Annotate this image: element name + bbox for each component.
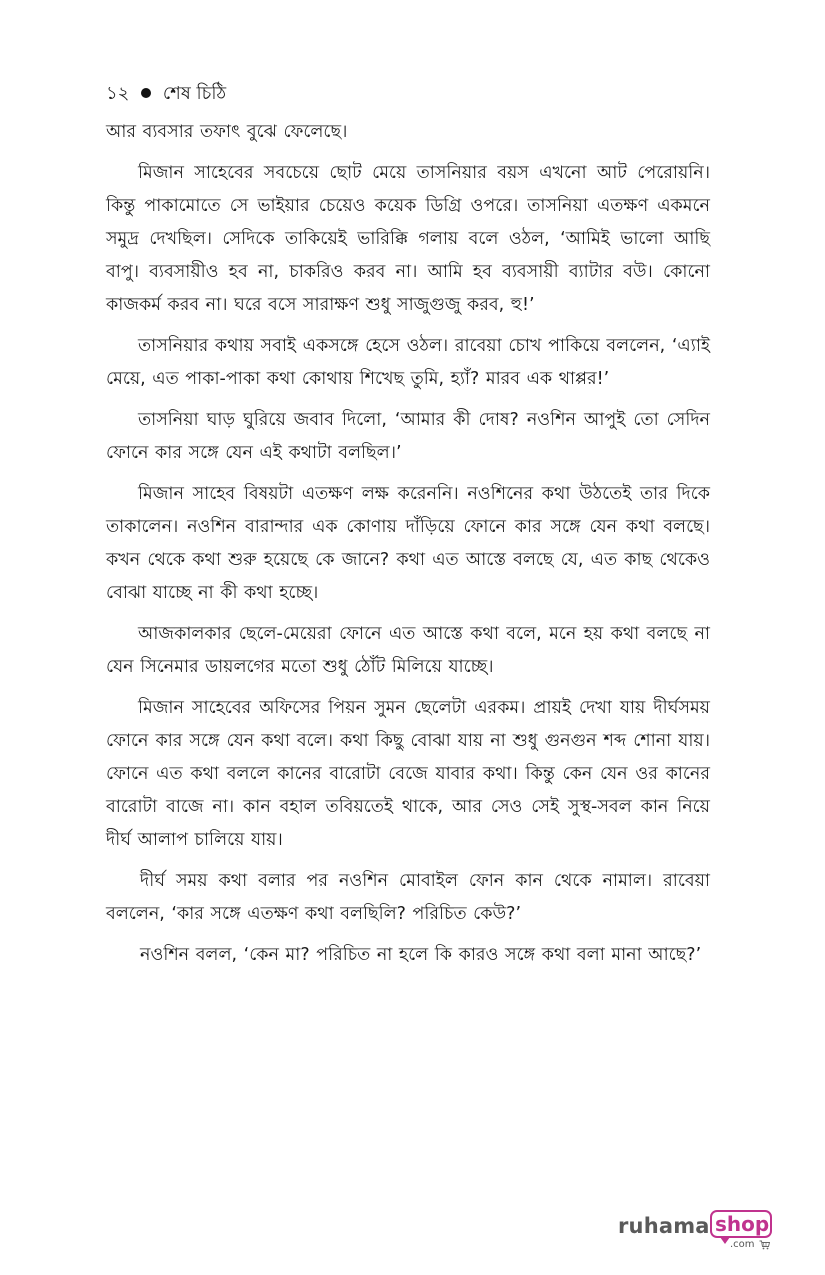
paragraph: মিজান সাহেবের অফিসের পিয়ন সুমন ছেলেটা এরকম। প্রায়ই দেখা যায় দীর্ঘসময় ফোনে কার সঙ্গে যেন কথা বলে। কথা কিছু বোঝা যায় না শুধু গুনগুন শব্দ শোনা যায়। ফোনে এত কথা বললে কানের বারোটা বেজে যাবার কথা। কিন্তু কেন যেন ওর কানের বারোটা বাজে না। কান বহাল তবিয়তেই থাকে, আর সেও সেই সুস্থ-সবল কান নিয়ে দীর্ঘ আলাপ চালিয়ে যায়।	[106, 698, 710, 850]
ruhamashop-watermark-logo	[618, 1210, 778, 1256]
paragraph-continuation: আর ব্যবসার তফাৎ বুঝে ফেলেছে।	[106, 122, 348, 142]
book-title: শেষ চিঠি	[162, 83, 227, 104]
paragraph: তাসনিয়া ঘাড় ঘুরিয়ে জবাব দিলো, ‘আমার কী দোষ? নওশিন আপুই তো সেদিন ফোনে কার সঙ্গে যেন এই কথাটা বলছিল।’	[106, 410, 710, 463]
paragraph: মিজান সাহেবের সবচেয়ে ছোট মেয়ে তাসনিয়ার বয়স এখনো আট পেরোয়নি। কিন্তু পাকামোতে সে ভাইয়ার চেয়েও কয়েক ডিগ্রি ওপরে। তাসনিয়া এতক্ষণ একমনে সমুদ্র দেখছিল। সেদিকে তাকিয়েই ভারিক্কি গলায় বলে ওঠল, ‘আমিই ভালো আছি বাপু। ব্যবসায়ীও হব না, চাকরিও করব না। আমি হব ব্যবসায়ী ব্যাটার বউ। কোনো কাজকর্ম করব না। ঘরে বসে সারাক্ষণ শুধু সাজুগুজু করব, হু!’	[106, 163, 710, 315]
watermark-brand-shop: shop	[715, 1212, 770, 1236]
page-number: ১২	[106, 83, 130, 104]
paragraph: তাসনিয়ার কথায় সবাই একসঙ্গে হেসে ওঠল। রাবেয়া চোখ পাকিয়ে বললেন, ‘এ্যাই মেয়ে, এত পাকা-পাকা কথা কোথায় শিখেছ তুমি, হ্যাঁ? মারব এক থাপ্পর!’	[106, 336, 710, 389]
paragraph: আজকালকার ছেলে-মেয়েরা ফোনে এত আস্তে কথা বলে, মনে হয় কথা বলছে না যেন সিনেমার ডায়লগের মতো শুধু ঠোঁট মিলিয়ে যাচ্ছে।	[106, 624, 710, 677]
running-head	[106, 78, 710, 110]
shopping-cart-icon	[759, 1240, 770, 1250]
watermark-domain-suffix: .com	[730, 1239, 755, 1250]
paragraph: নওশিন বলল, ‘কেন মা? পরিচিত না হলে কি কারও সঙ্গে কথা বলা মানা আছে?’	[140, 945, 702, 965]
bullet-separator-icon	[141, 88, 151, 98]
paragraph: মিজান সাহেব বিষয়টা এতক্ষণ লক্ষ করেননি। নওশিনের কথা উঠতেই তার দিকে তাকালেন। নওশিন বারান্দার এক কোণায় দাঁড়িয়ে ফোনে কার সঙ্গে যেন কথা বলছে। কখন থেকে কথা শুরু হয়েছে কে জানে? কথা এত আস্তে বলছে যে, এত কাছ থেকেও বোঝা যাচ্ছে না কী কথা হচ্ছে।	[106, 484, 710, 603]
watermark-brand-ruhama: ruhama	[618, 1214, 710, 1238]
speech-bubble-icon	[710, 1210, 772, 1238]
book-page	[106, 78, 710, 980]
paragraph: দীর্ঘ সময় কথা বলার পর নওশিন মোবাইল ফোন কান থেকে নামাল। রাবেয়া বললেন, ‘কার সঙ্গে এতক্ষণ কথা বলছিলি? পরিচিত কেউ?’	[106, 871, 710, 924]
